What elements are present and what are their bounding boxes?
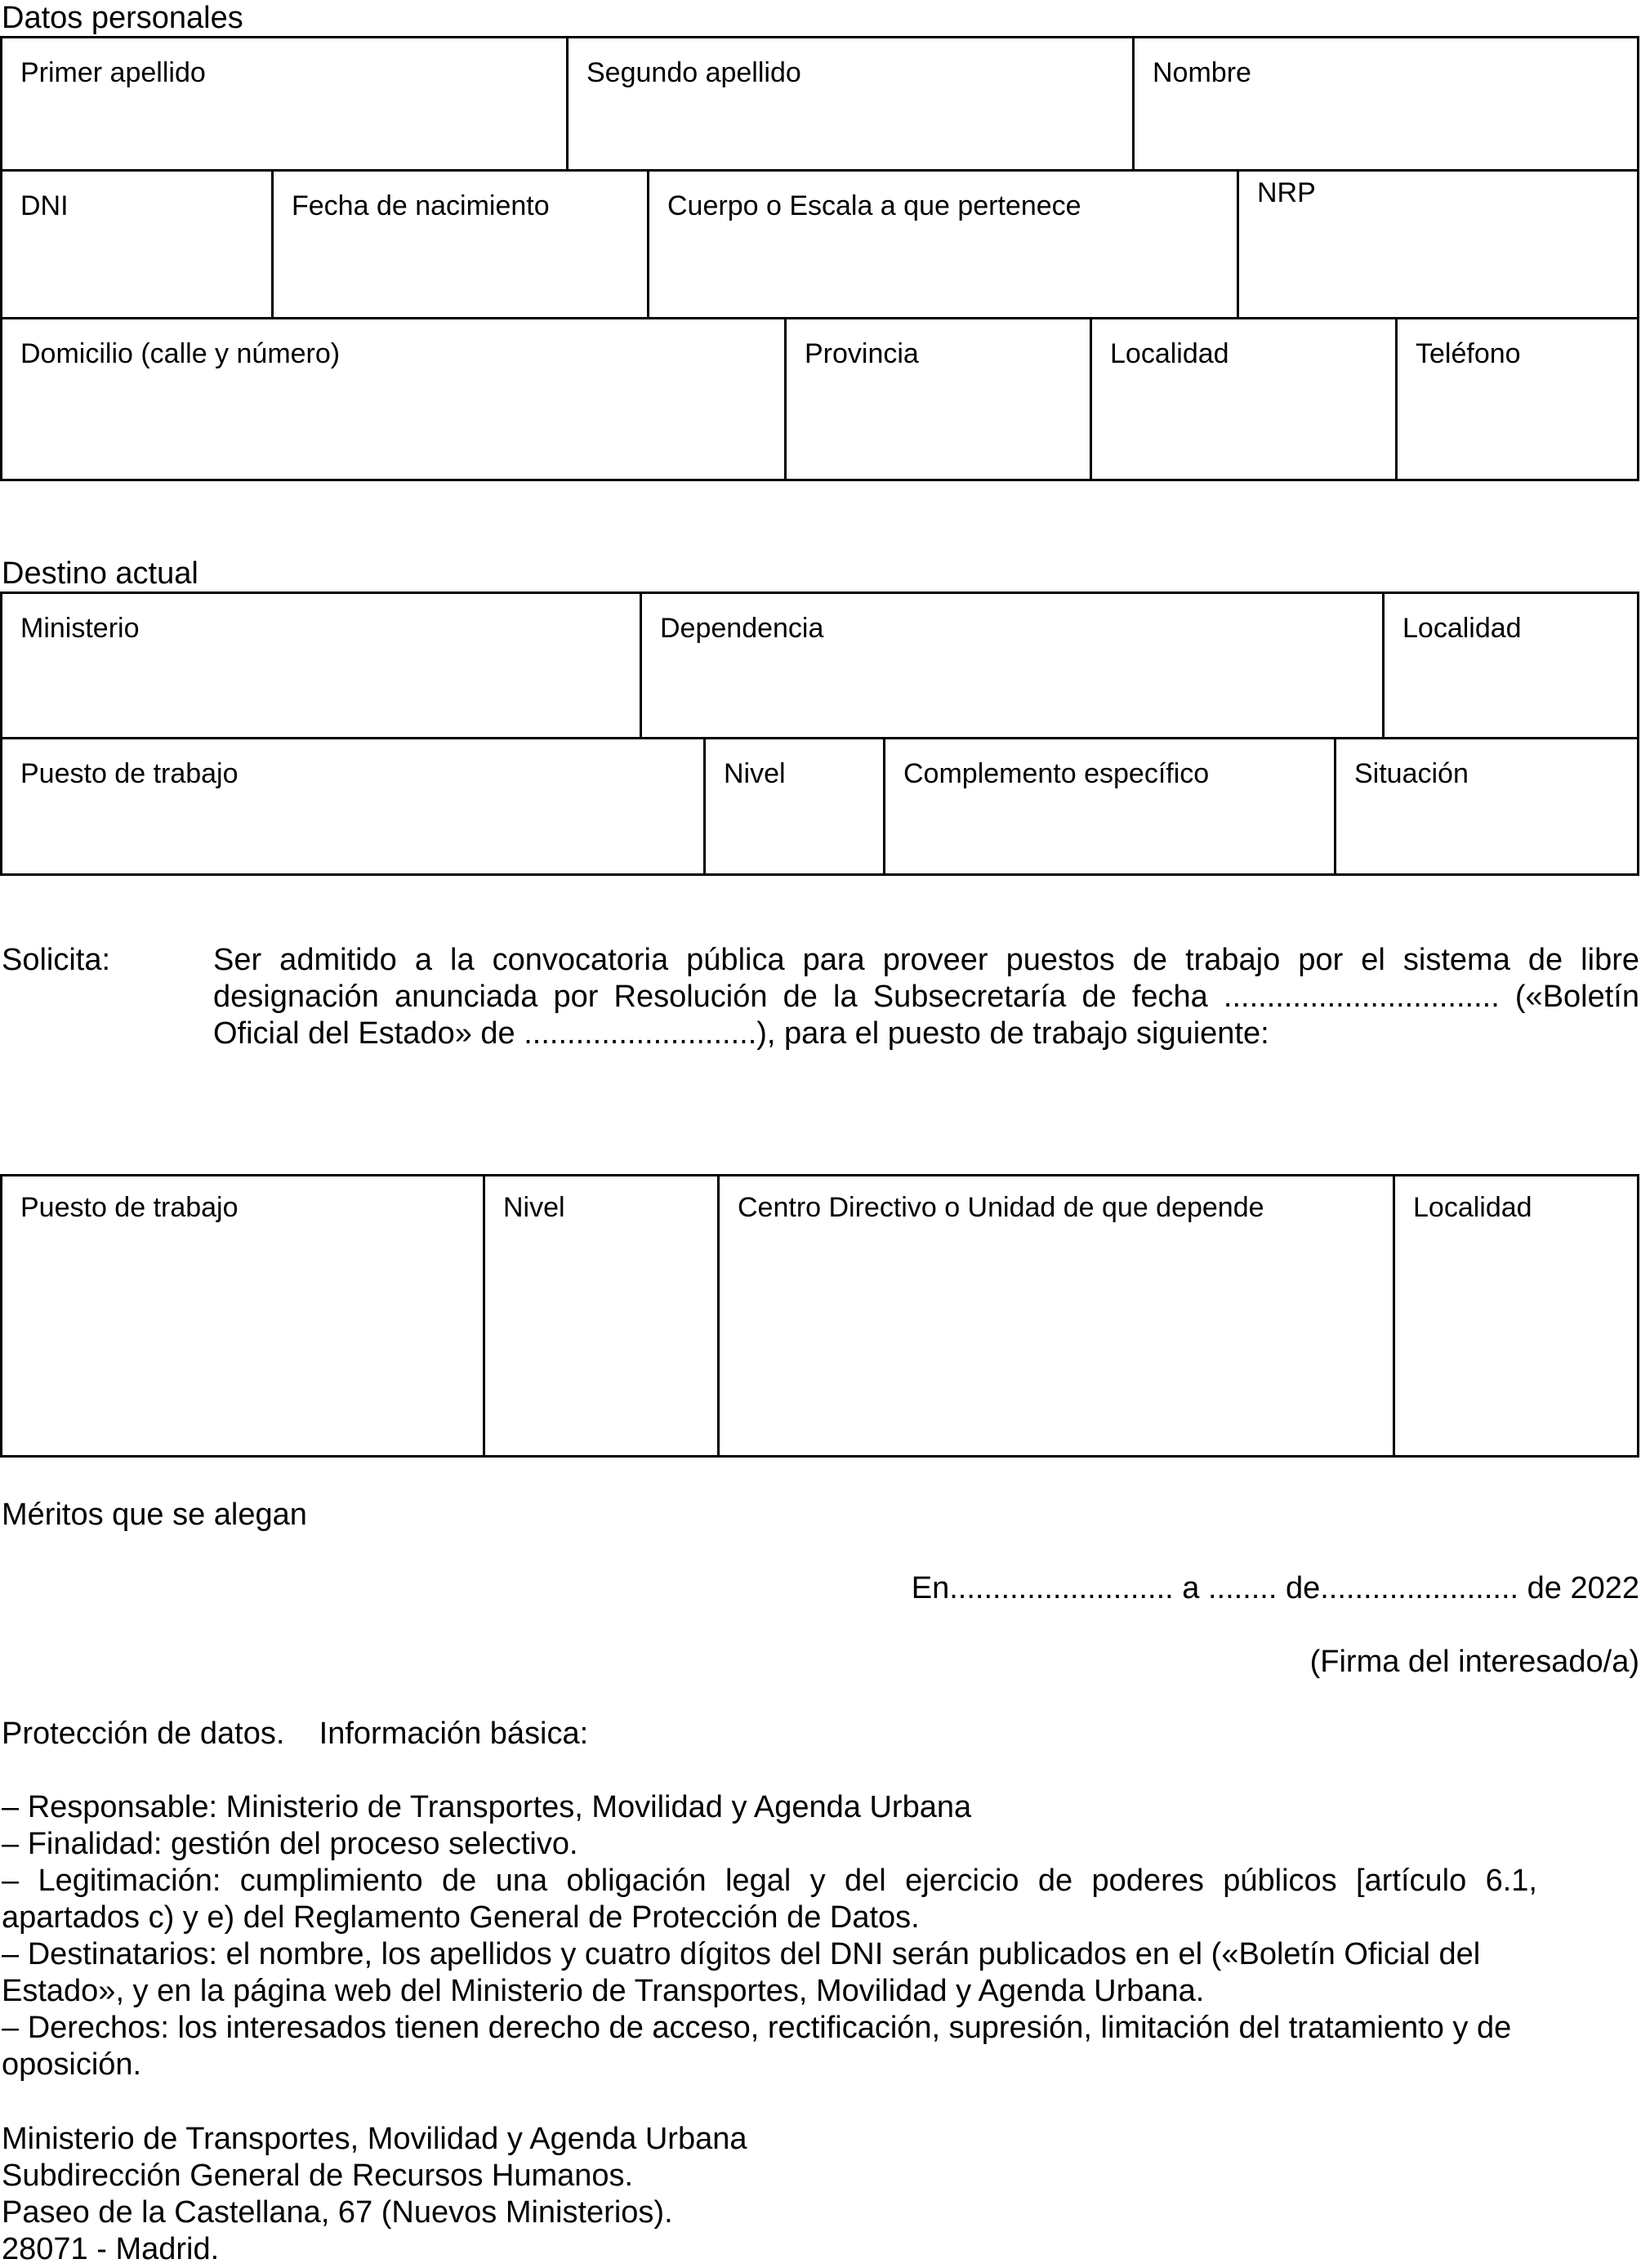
destino-actual-row1 (0, 592, 1639, 739)
field-localidad-solicitada[interactable]: Localidad (1394, 1176, 1639, 1457)
direccion-line: Paseo de la Castellana, 67 (Nuevos Ministerios). (2, 2195, 673, 2230)
datos-personales-row1 (0, 36, 1639, 172)
direccion-line: Ministerio de Transportes, Movilidad y Agenda Urbana (2, 2122, 747, 2156)
section-title-datos-personales: Datos personales (2, 1, 243, 35)
field-nrp[interactable]: NRP (1238, 171, 1639, 319)
firma-interesado: (Firma del interesado/a) (1309, 1645, 1639, 1679)
direccion-line: 28071 - Madrid. (2, 2232, 220, 2266)
field-ministerio[interactable]: Ministerio (2, 593, 641, 739)
list-item: – Derechos: los interesados tienen derecho de acceso, rectificación, supresión, limitación del tratamiento y de oposición. (2, 2011, 1512, 2082)
field-telefono[interactable]: Teléfono (1397, 319, 1639, 480)
field-cuerpo-escala[interactable]: Cuerpo o Escala a que pertenece (649, 171, 1238, 319)
puesto-solicitado-table (0, 1174, 1639, 1458)
solicita-text: Ser admitido a la convocatoria pública para proveer puestos de trabajo por el sistema de libre designación anunciada por Resolución de la Subsecretaría de fecha ................................ («Boletín Oficial del Estado» de ...........................), para el puesto de trabajo siguiente: (213, 943, 1639, 1051)
field-dni[interactable]: DNI (2, 171, 273, 319)
proteccion-heading: Protección de datos. Información básica: (2, 1717, 589, 1751)
list-item: – Destinatarios: el nombre, los apellidos y cuatro dígitos del DNI serán publicados en el («Boletín Oficial del Estado», y en la página web del Ministerio de Transportes, Movilidad y Agenda Urbana. (2, 1937, 1481, 2008)
field-puesto-trabajo-solicitado[interactable]: Puesto de trabajo (2, 1176, 484, 1457)
field-dependencia[interactable]: Dependencia (641, 593, 1384, 739)
direccion-line: Subdirección General de Recursos Humanos. (2, 2159, 634, 2193)
field-provincia[interactable]: Provincia (786, 319, 1091, 480)
datos-personales-row3 (0, 317, 1639, 481)
section-title-destino-actual: Destino actual (2, 556, 198, 591)
proteccion-list (2, 1789, 1537, 2083)
direccion-block (2, 2121, 747, 2268)
field-complemento-especifico[interactable]: Complemento específico (885, 739, 1336, 875)
meritos-label: Méritos que se alegan (2, 1498, 307, 1532)
field-centro-directivo[interactable]: Centro Directivo o Unidad de que depende (719, 1176, 1394, 1457)
field-situacion[interactable]: Situación (1336, 739, 1639, 875)
list-item: – Responsable: Ministerio de Transportes, Movilidad y Agenda Urbana (2, 1790, 972, 1824)
field-puesto-trabajo-actual[interactable]: Puesto de trabajo (2, 739, 705, 875)
list-item: – Legitimación: cumplimiento de una obligación legal y del ejercicio de poderes públicos [artículo 6.1, apartados c) y e) del Reglamento General de Protección de Datos. (2, 1864, 1537, 1935)
solicita-label: Solicita: (2, 943, 111, 977)
field-nombre[interactable]: Nombre (1134, 38, 1639, 171)
fecha-linea[interactable]: En.......................... a ........ de....................... de 2022 (911, 1571, 1639, 1605)
field-primer-apellido[interactable]: Primer apellido (2, 38, 568, 171)
field-fecha-nacimiento[interactable]: Fecha de nacimiento (273, 171, 649, 319)
field-segundo-apellido[interactable]: Segundo apellido (568, 38, 1134, 171)
field-nivel-solicitado[interactable]: Nivel (484, 1176, 719, 1457)
field-domicilio[interactable]: Domicilio (calle y número) (2, 319, 786, 480)
destino-actual-row2 (0, 737, 1639, 876)
field-localidad[interactable]: Localidad (1091, 319, 1397, 480)
list-item: – Finalidad: gestión del proceso selectivo. (2, 1827, 578, 1861)
field-nivel-actual[interactable]: Nivel (705, 739, 885, 875)
field-localidad-destino[interactable]: Localidad (1384, 593, 1639, 739)
datos-personales-row2 (0, 169, 1639, 319)
